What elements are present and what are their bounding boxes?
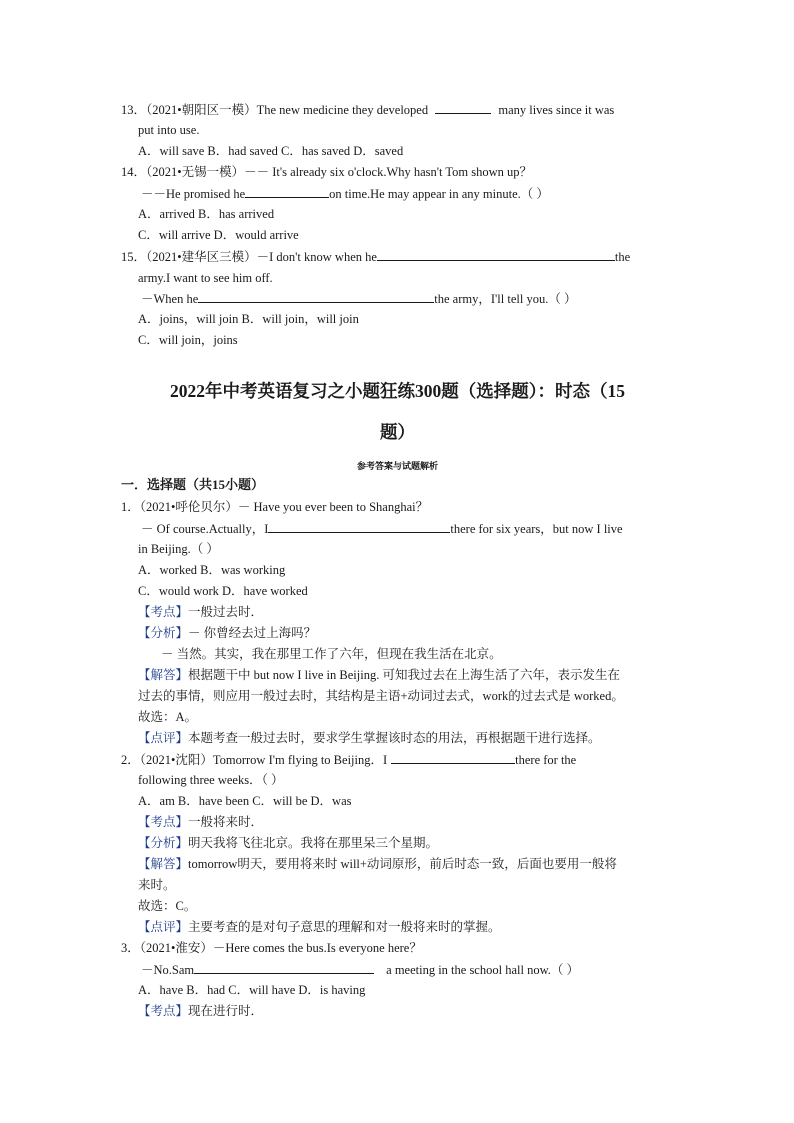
- q15-stem: 15．（2021•建华区三模）－I don't know when he: [121, 250, 377, 264]
- q2-text-b: there for the: [515, 753, 577, 767]
- solution-tag: 【解答】: [138, 668, 189, 682]
- q2-line2: following three weeks．（ ）: [138, 773, 284, 787]
- comment-tag: 【点评】: [138, 920, 189, 934]
- answer-blank: [194, 961, 374, 974]
- q1-analysis-cont: － 当然。其实，我在那里工作了六年，但现在我生活在北京。: [161, 647, 502, 661]
- solution-text: 根据题干中 but now I live in Beijing. 可知我过去在上海生活了六年，表示发生在: [188, 668, 620, 682]
- q3-text-b: a meeting in the school hall now.（ ）: [386, 963, 580, 977]
- q2-solution: [138, 856, 617, 872]
- q15-options-1: A．joins，will join B．will join，will join: [138, 312, 359, 326]
- question-13: [121, 101, 614, 118]
- document-title-line2: 题）: [380, 422, 415, 442]
- document-title-line1: 2022年中考英语复习之小题狂练300题（选择题）：时态（15: [170, 381, 625, 401]
- answer-blank: [391, 751, 515, 764]
- answer-question-2: [121, 751, 576, 768]
- q15-text-a: －When he: [141, 292, 199, 306]
- q2-answer: 故选：C。: [138, 899, 197, 913]
- solution-text: tomorrow明天，要用将来时 will+动词原形，前后时态一致，后面也要用一般将: [188, 857, 617, 871]
- knowledge-point-text: 一般将来时．: [188, 815, 264, 829]
- q1-text-a: － Of course.Actually，I: [141, 522, 269, 536]
- q13-stem-tail: many lives since it was: [498, 103, 615, 117]
- q1-text-b: there for six years，but now I live: [450, 522, 623, 536]
- q15-line3: [141, 290, 576, 307]
- section-heading: 一．选择题（共15小题）: [121, 477, 265, 492]
- q1-analysis: [138, 625, 316, 641]
- q3-knowledge-point: [138, 1003, 263, 1019]
- answer-blank: [245, 185, 329, 198]
- analysis-text: 明天我将飞往北京。我将在那里呆三个星期。: [188, 836, 439, 850]
- q13-options: A．will save B．had saved C．has saved D．saved: [138, 144, 404, 158]
- q2-text-a: 2．（2021•沈阳）Tomorrow I'm flying to Beijing．I: [121, 753, 388, 767]
- comment-tag: 【点评】: [138, 731, 189, 745]
- q1-options-1: A．worked B．was working: [138, 563, 286, 577]
- answer-question-1: 1．（2021•呼伦贝尔）－ Have you ever been to Shanghai？: [121, 500, 429, 514]
- q1-line3: in Beijing.（ ）: [138, 542, 219, 556]
- q3-options: A．have B．had C．will have D．is having: [138, 983, 366, 997]
- solution-tag: 【解答】: [138, 857, 189, 871]
- answer-key-subtitle: 参考答案与试题解析: [356, 461, 438, 471]
- q14-options-2: C．will arrive D．would arrive: [138, 228, 299, 242]
- q15-options-2: C．will join，joins: [138, 333, 238, 347]
- q15-stem-cont: army.I want to see him off.: [138, 271, 273, 285]
- q2-options: A．am B．have been C．will be D．was: [138, 794, 352, 808]
- q1-comment: [138, 730, 601, 746]
- q3-text-a: －No.Sam: [141, 963, 195, 977]
- q2-analysis: [138, 835, 438, 851]
- answer-blank: [435, 101, 491, 114]
- knowledge-point-text: 一般过去时．: [188, 605, 264, 619]
- q14-options-1: A．arrived B．has arrived: [138, 207, 275, 221]
- answer-blank: [377, 248, 615, 261]
- q1-answer: 故选：A。: [138, 710, 198, 724]
- q15-text-b: the army，I'll tell you.（ ）: [434, 292, 577, 306]
- q1-solution-cont: 过去的事情，则应用一般过去时，其结构是主语+动词过去式，work的过去式是 worked。: [138, 689, 624, 703]
- comment-text: 本题考查一般过去时，要求学生掌握该时态的用法，再根据题干进行选择。: [188, 731, 601, 745]
- q13-stem: 13．（2021•朝阳区一模）The new medicine they developed: [121, 103, 429, 117]
- analysis-tag: 【分析】: [138, 626, 189, 640]
- q1-line2: [141, 520, 623, 537]
- comment-text: 主要考查的是对句子意思的理解和对一般将来时的掌握。: [188, 920, 501, 934]
- q13-stem-cont: put into use.: [138, 123, 200, 137]
- q1-knowledge-point: [138, 604, 263, 620]
- answer-question-3: 3．（2021•淮安）－Here comes the bus.Is everyone here？: [121, 941, 422, 955]
- answer-blank: [268, 520, 450, 533]
- knowledge-point-tag: 【考点】: [138, 1004, 189, 1018]
- q1-options-2: C．would work D．have worked: [138, 584, 308, 598]
- q2-knowledge-point: [138, 814, 263, 830]
- knowledge-point-tag: 【考点】: [138, 815, 189, 829]
- q14-text-b: on time.He may appear in any minute.（ ）: [329, 187, 549, 201]
- q15-stem-tail: the: [614, 250, 631, 264]
- knowledge-point-text: 现在进行时．: [188, 1004, 264, 1018]
- q14-text-a: －－He promised he: [141, 187, 246, 201]
- analysis-tag: 【分析】: [138, 836, 189, 850]
- analysis-text: － 你曾经去过上海吗？: [188, 626, 317, 640]
- question-14: 14．（2021•无锡一模）－－ It's already six o'clock.Why hasn't Tom shown up？: [121, 165, 533, 179]
- q14-line2: [141, 185, 549, 202]
- q2-solution-cont: 来时。: [138, 878, 176, 892]
- q2-comment: [138, 919, 501, 935]
- q1-solution: [138, 667, 620, 683]
- question-15: [121, 248, 630, 265]
- q3-line2: [141, 961, 579, 978]
- answer-blank: [198, 290, 434, 303]
- knowledge-point-tag: 【考点】: [138, 605, 189, 619]
